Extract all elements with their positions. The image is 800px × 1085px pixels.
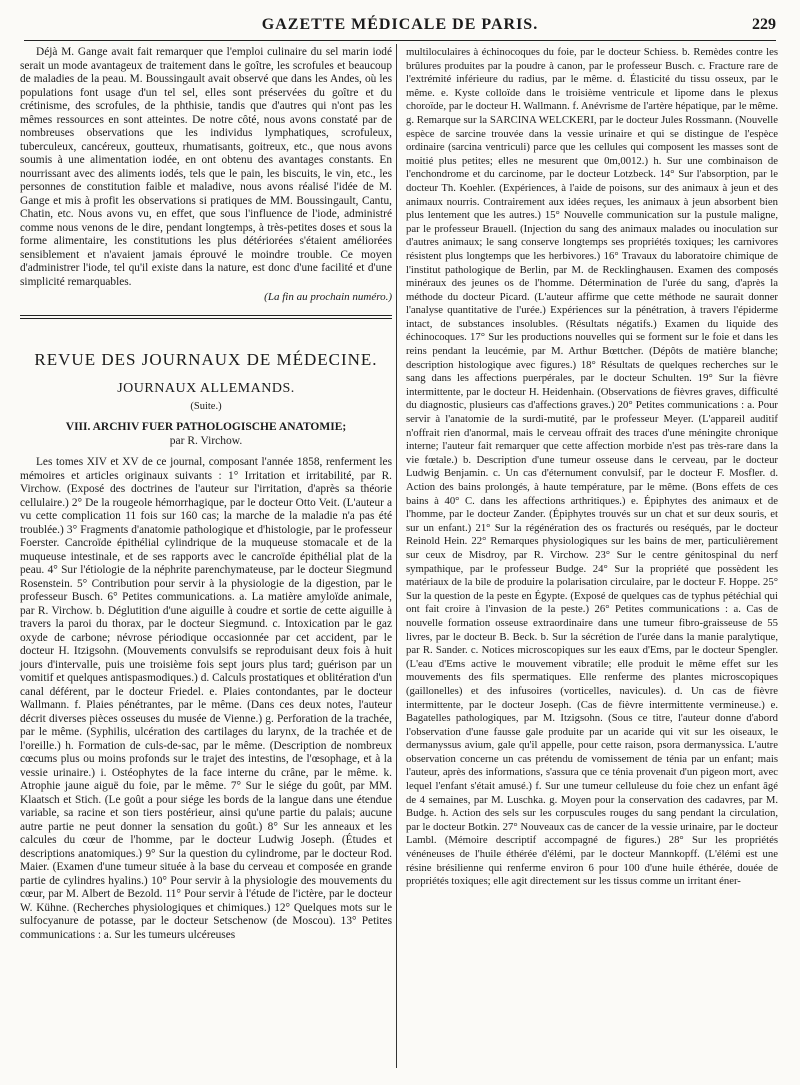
page-number: 229 xyxy=(752,16,776,33)
article-body-left: Les tomes XIV et XV de ce journal, composant l'année 1858, renferment les mémoires et articles originaux suivants : 1° Irritation et irritabilité, par R. Virchow. (Exposé des doctrines de l'auteur sur l'irritation, d'après sa théorie cellulaire.) 2° De la rougeole hémorrhagique, par le docteur Otto Veit. (L'auteur a vu cette complication 11 fois sur 160 cas; la marche de la maladie n'a pas été troublée.) 3° Fragments d'anatomie pathologique et d'histologie, par le professeur Foerster. Cancroïde épithélial cylindrique de la muqueuse stomacale et de la muqueuse intestinale, et de ses rapports avec le cancroïde épithélial plat de la peau. 4° Sur l'étiologie de la néphrite parenchymateuse, par le docteur Siegmund Rosenstein. 5° Contribution pour servir à la physiologie de la digestion, par le professeur Busch. 6° Petites communications. a. La matière amyloïde animale, par R. Virchow. b. Déglutition d'une aiguille à coudre et sortie de cette aiguille à travers la paroi du thorax, par le docteur Siegmund. c. Intoxication par le gaz oxyde de carbone; névrose périodique occasionnée par cet accident, par le docteur H. Itzigsohn. (Mouvements convulsifs se reproduisant deux fois à huit jours d'intervalle, puis une troisième fois sept jours plus tard; guérison par un vomitif et quelques antispasmodiques.) d. Calculs prostatiques et oblitération d'un canal déférent, par le docteur Friedel. e. Plaies contondantes, par le docteur Wallmann. f. Plaies pénétrantes, par le même. (Dans ces deux notes, l'auteur décrit diverses pièces osseuses du musée de Vienne.) g. Perforation de la trachée, par le même. (Syphilis, ulcération des cartilages du larynx, de la trachée et de l'oreille.) h. Formation de culs-de-sac, par le même. (Description de nombreux cœcums plus ou moins profonds sur le trajet des intestins, de l'œsophage, et à la vessie urinaire.) i. Ostéophytes de la face interne du crâne, par le même. k. Atrophie jaune aiguë du foie, par le même. 7° Sur le siége du goût, par MM. Klaatsch et Stich. (Le goût a pour siége les bords de la langue dans une étendue variable, sa racine et son tiers postérieur, ainsi qu'une partie du palais; aucune autre partie ne peut donner la sensation du goût.) 8° Sur les anneaux et les calcules du cœur de l'homme, par le docteur Ludwig Joseph. (Études et descriptions anatomiques.) 9° Sur la question du cylindrome, par le docteur Rod. Maier. (Examen d'une tumeur située à la base du cerveau et composée en grande partie de cylindres hyalins.) 10° Pour servir à la physiologie des mouvements du cœur, par M. Albert de Bezold. 11° Pour servir à l'étude de l'ictère, par le docteur W. Kühne. (Recherches physiologiques et chimiques.) 12° Quelques mots sur le sulfocyanure de potasse, par le docteur Setschenow (de Moscou). 13° Petites communications : a. Sur les tumeurs ulcéreuses xyxy=(20,456,392,941)
page-header xyxy=(24,14,776,41)
section-byline: par R. Virchow. xyxy=(169,434,243,447)
intro-paragraph: Déjà M. Gange avait fait remarquer que l'emploi culinaire du sel marin iodé serait un mode avantageux de traitement dans le goître, les scrofules et beaucoup de maladies de la peau. M. Boussingault avait observé que dans les Andes, où les populations font usage d'un tel sel, elles sont préservées du goître et du crétinisme, des scrofules, de la phthisie, tandis que d'autres qui n'ont pas les mêmes ressources en sont atteintes. De notre côté, nous avons constaté par de nombreuses observations que les individus lymphatiques, scrofuleux, tuberculeux, cancéreux, goutteux, rhumatisants, goitreux, etc., que nous avons soumis à une alimentation iodée, en ont obtenu des avantages constants. En nourrissant avec des aliments iodés, tels que le pain, les biscuits, le vin, etc., les personnes de constitution faible et maladive, nous avons réalisé l'idée de M. Gange et mis à profit les observations si pratiques de MM. Boussingault, Cantu, Chatin, etc. Nous avons vu, en effet, que sous l'influence de l'iode, administré comme nous venons de le dire, pendant longtemps, à très-petites doses et sous la forme alimentaire, les constitutions les plus détériorées s'étaient améliorées sensiblement et n'avaient jamais éprouvé le moindre trouble. Ce moyen d'administrer l'iode, tel qu'il existe dans la nature, est donc d'une facilité et d'une simplicité remarquables. xyxy=(20,46,392,288)
journal-subheading: JOURNAUX ALLEMANDS. xyxy=(117,381,295,396)
continuation-label: (Suite.) xyxy=(190,400,222,412)
left-column xyxy=(20,46,392,942)
column-rule xyxy=(396,44,397,1068)
rubric-title: REVUE DES JOURNAUX DE MÉDECINE. xyxy=(34,349,378,369)
right-column xyxy=(406,46,778,889)
section-title: VIII. ARCHIV FUER PATHOLOGISCHE ANATOMIE; xyxy=(65,421,347,433)
continued-note: (La fin au prochain numéro.) xyxy=(264,291,392,303)
running-title: GAZETTE MÉDICALE DE PARIS. xyxy=(261,16,539,33)
section-divider xyxy=(20,315,392,319)
article-body-right: multiloculaires à échinocoques du foie, par le docteur Schiess. b. Remèdes contre les brûlures produites par la poudre à canon, par le professeur Busch. c. Fracture rare de l'extrémité inférieure du radius, par le même. d. Élasticité du tissu osseux, par le même. e. Kyste colloïde dans le troisième ventricule et lipome dans le plexus choroïde, par le docteur H. Wallmann. f. Anévrisme de l'artère hépatique, par le même. g. Remarque sur la SARCINA WELCKERI, par le docteur Jules Rossmann. (Nouvelle espèce de sarcine trouvée dans la vessie urinaire et qui se distingue de l'espèce ordinaire (sarcina ventriculi) parce que les cellules qui composent les masses sont de moitié plus petites; elles ne mesurent que 0m,0012.) h. Sur une combinaison de l'enchondrome et du carcinome, par le docteur Lotzbeck. 14° Sur l'absorption, par le docteur Th. Koehler. (Expériences, à l'aide de poisons, sur des animaux à jeun et des animaux nourris. Contrairement aux idées reçues, les animaux à jeun absorbent bien plus lentement que les autres.) 15° Nouvelle communication sur la pustule maligne, par le professeur Brauell. (Injection du sang des animaux malades ou inoculation sur d'autres animaux; le sang conserve longtemps ses propriétés toxiques; les carnivores résistent plus longtemps que les herbivores.) 16° Travaux du laboratoire chimique de l'institut pathologique de Berlin, par M. de Recklinghausen. Examen des composés minéraux des jeunes os de l'homme. Détermination de l'urée du sang, d'après la méthode du docteur Picard. (L'auteur affirme que cette méthode ne saurait donner l'analyse quantitative de l'urée.) Expériences sur la pénétration, à travers l'épiderme intact, de substances insolubles. (Résultats négatifs.) Examen du liquide des échinocoques. 17° Sur les productions nouvelles qui se forment sur le foie et dans les reins pendant la leucémie, par M. Arthur Bœttcher. (Dépôts de matière blanche; description histologique avec figures.) 18° Résultats de quelques recherches sur le sang dans les affections puerpérales, par le docteur Schulten. 19° Sur la fièvre intermittente, par le docteur H. Heidenhain. (Observations de fièvres graves, difficulté du diagnostic, plusieurs cas d'affections graves.) 20° Petites communications : a. Pour servir à l'anatomie de la surdi-mutité, par le professeur Meyer. (L'appareil auditif n'offrait rien d'anormal, mais le cerveau offrait des traces d'une méningite chronique interne; l'auteur fait remarquer que cette affection morbide n'est pas très-rare dans la vie fœtale.) b. Description d'une tumeur osseuse dans le cerveau, par le docteur Ludwig Benjamin. c. Un cas d'éternument convulsif, par le docteur F. Mosfler. d. Action des bains prolongés, à haute température, par le même. (Bons effets de ces bains à 40° C. dans les affections arthritiques.) e. Épiphytes des animaux et de l'homme, par le docteur Zander. (Épiphytes trouvés sur un chat et sur deux souris, et sur un enfant.) 21° Sur la régénération des os fracturés ou reséqués, par le docteur Reinold Hein. 22° Remarques physiologiques sur les bains de mer, particulièrement sur ceux de Misdroy, par R. Virchow. 23° Sur le centre génitospinal du nerf sympathique, par le professeur Budge. 24° Sur la propriété que possèdent les matériaux de la bile de produire la polarisation circulaire, par le docteur F. Hoppe. 25° Sur la question de la peste en Égypte. (Exposé de quelques cas de typhus pétéchial qui ont fait croire à l'invasion de la peste.) 26° Petites communications : a. Cas de nouvelle formation osseuse extraordinaire dans une tumeur fibro-graisseuse de 55 livres, par le docteur B. Beck. b. Sur la sécrétion de l'urée dans la manie paralytique, par R. Sander. c. Notices microscopiques sur les eaux d'Ems, par le docteur Spengler. (L'eau d'Ems active le mouvement vibratile; elle produit le même effet sur les mouvements des fils spermatiques. Elle renferme des plantes microscopiques (gaillonelles) et des infusoires (vorticelles, navicules). d. Un cas de fièvre intermittente, par le docteur Joseph. (Cas de fièvre intermittente vermineuse.) e. Bagatelles pathologiques, par M. Itzigsohn. (Sous ce titre, l'auteur donne d'abord l'observation d'une fausse gale produite par un acaride qui vit sur les oiseaux, le dermanyssus avium, gale qu'il appelle, pour cette raison, psora dermanyssica. L'autre observation concerne un cas prétendu de vomissement de ténia par un enfant; mais l'auteur, après des informations, s'assura que ce ténia provenait d'un pigeon mort, avec lequel l'enfant s'était amusé.) f. Sur une tumeur celluleuse du foie chez un enfant âgé de 4 semaines, par M. Luschka. g. Moyen pour la conservation des cadavres, par M. Budge. h. Action des sels sur les corpuscules rouges du sang pendant la circulation, par le docteur Botkin. 27° Nouveaux cas de cancer de la vessie urinaire, par le docteur Lambl. (Mémoire descriptif accompagné de figures.) 28° Sur les propriétés vénéneuses de l'huile éthérée d'élémi, par le docteur Mannkopff. (L'élémi est une résine brésilienne qui renferme environ 6 pour 100 d'une huile éthérée, douée de propriétés toxiques; elle agit directement sur les tissus comme un irritant éner- xyxy=(406,46,778,888)
